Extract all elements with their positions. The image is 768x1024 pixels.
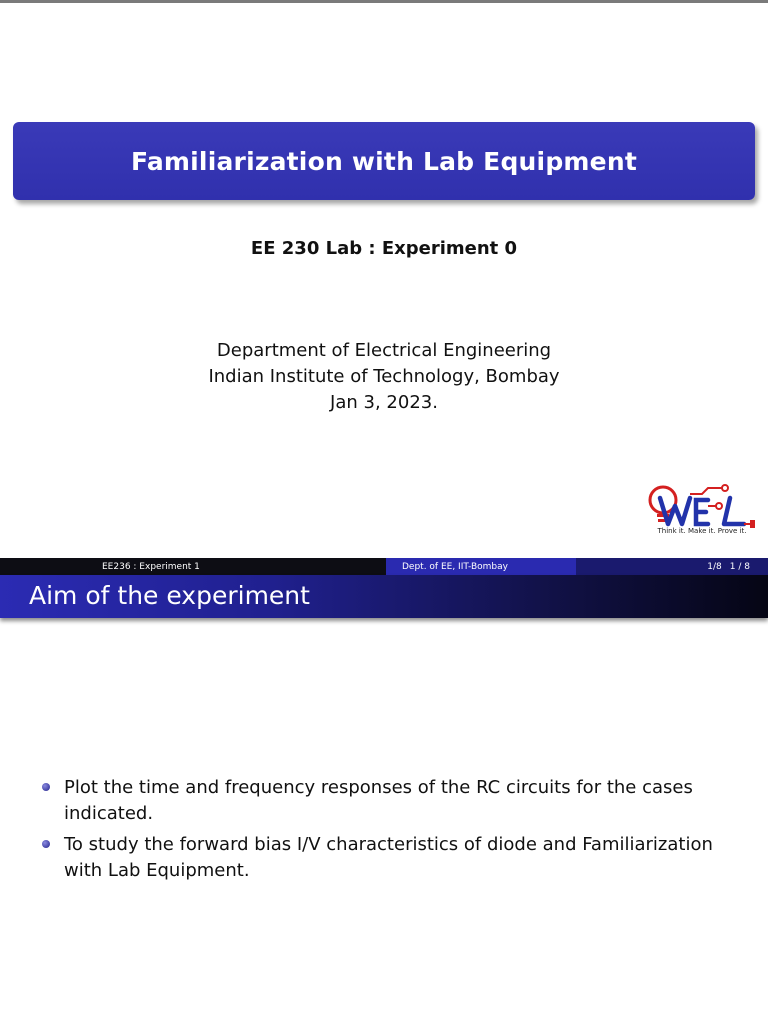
slide-title: Familiarization with Lab Equipment	[131, 146, 637, 176]
list-item-text: To study the forward bias I/V characteristics of diode and Familiarization with Lab Equipment.	[64, 834, 713, 881]
list-item-text: Plot the time and frequency responses of the RC circuits for the cases indicated.	[64, 777, 693, 824]
frame-title: Aim of the experiment	[29, 581, 310, 610]
department-line: Department of Electrical Engineering	[216, 340, 552, 361]
footer-page-number: 1/8	[707, 561, 722, 572]
slide-subtitle: EE 230 Lab : Experiment 0	[250, 238, 518, 259]
footer-center	[386, 558, 576, 575]
footer-total-pages: 1 / 8	[729, 561, 750, 572]
bullet-icon	[42, 840, 50, 848]
footer-bar	[0, 558, 768, 575]
top-border	[0, 0, 768, 3]
footer-institute: Dept. of EE, IIT-Bombay	[402, 561, 508, 572]
list-item	[42, 832, 732, 884]
footer-left	[0, 558, 386, 575]
frame-title-bar	[0, 575, 768, 618]
institute-line: Indian Institute of Technology, Bombay	[208, 366, 560, 387]
bullet-list	[42, 775, 732, 889]
logo-tagline: Think it. Make it. Prove it.	[657, 527, 747, 535]
footer-right	[576, 558, 768, 575]
list-item	[42, 775, 732, 827]
title-block	[13, 122, 755, 200]
date-line: Jan 3, 2023.	[330, 392, 438, 413]
footer-short-title: EE236 : Experiment 1	[102, 561, 200, 572]
bullet-icon	[42, 783, 50, 791]
